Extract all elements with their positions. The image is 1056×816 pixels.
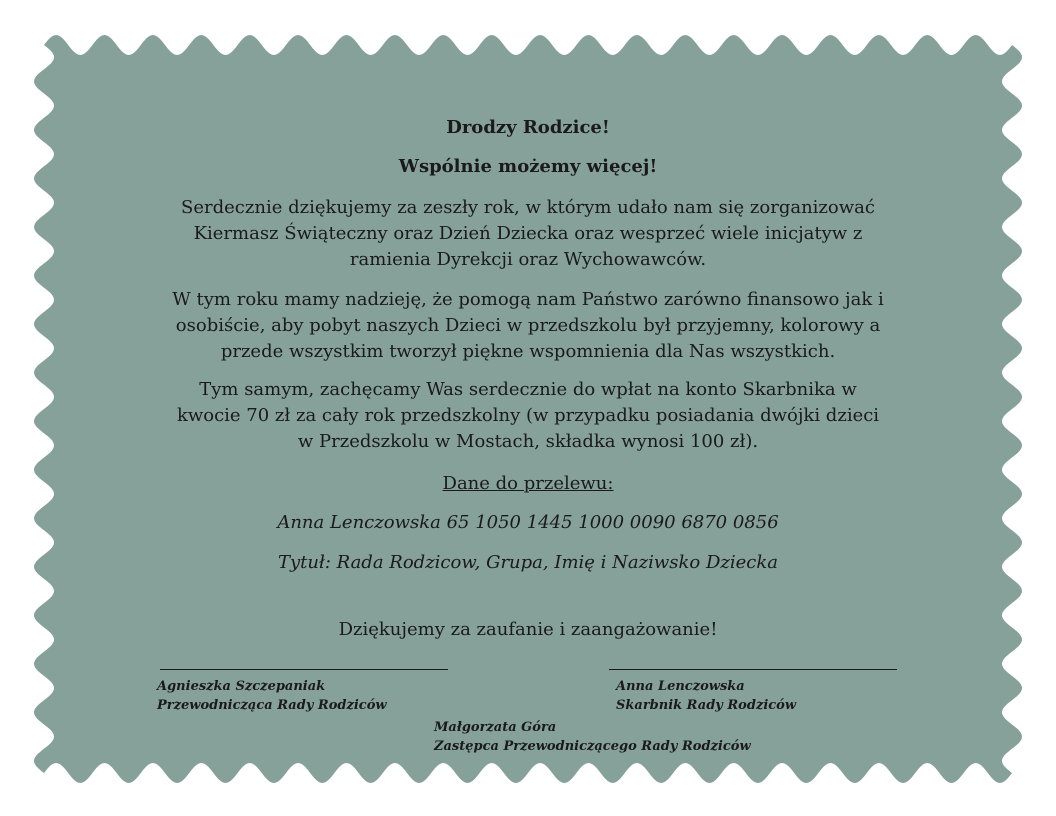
paragraph-3-line-1: Tym samym, zachęcamy Was serdecznie do wpłat na konto Skarbnika w xyxy=(199,379,857,400)
paragraph-2-line-2: osobiście, aby pobyt naszych Dzieci w przedszkolu był przyjemny, kolorowy a xyxy=(175,315,881,336)
center-signatory-name: Małgorzata Góra xyxy=(434,720,557,735)
right-signatory-role: Skarbnik Rady Rodziców xyxy=(616,698,797,713)
slogan: Wspólnie możemy więcej! xyxy=(398,156,658,177)
paragraph-1-line-3: ramienia Dyrekcji oraz Wychowawców. xyxy=(349,249,707,270)
paragraph-1-line-2: Kiermasz Świąteczny oraz Dzień Dziecka oraz wesprzeć wiele inicjatyw z xyxy=(193,223,863,244)
left-signature-line xyxy=(160,669,448,670)
paragraph-2-line-3: przede wszystkim tworzył piękne wspomnienia dla Nas wszystkich. xyxy=(220,341,836,362)
paragraph-2-line-1: W tym roku mamy nadzieję, że pomogą nam Państwo zarówno finansowo jak i xyxy=(172,289,884,310)
left-signatory-name: Agnieszka Szczepaniak xyxy=(157,679,326,694)
paragraph-3-line-2: kwocie 70 zł za cały rok przedszkolny (w przypadku posiadania dwójki dzieci xyxy=(176,405,880,426)
paragraph-3-line-3: w Przedszkolu w Mostach, składka wynosi 100 zł). xyxy=(297,431,759,452)
greeting: Drodzy Rodzice! xyxy=(446,117,610,138)
transfer-title: Tytuł: Rada Rodzicow, Grupa, Imię i Naziwsko Dziecka xyxy=(277,552,779,573)
right-signatory-name: Anna Lenczowska xyxy=(616,679,745,694)
center-signatory-role: Zastępca Przewodniczącego Rady Rodziców xyxy=(434,739,751,754)
account-number: Anna Lenczowska 65 1050 1445 1000 0090 6870 0856 xyxy=(277,512,779,533)
transfer-heading: Dane do przelewu: xyxy=(442,473,614,494)
left-signatory-role: Przewodnicząca Rady Rodziców xyxy=(157,698,387,713)
paragraph-1-line-1: Serdecznie dziękujemy za zeszły rok, w którym udało nam się zorganizować xyxy=(181,197,875,218)
thanks-line: Dziękujemy za zaufanie i zaangażowanie! xyxy=(338,619,718,640)
right-signature-line xyxy=(609,669,897,670)
